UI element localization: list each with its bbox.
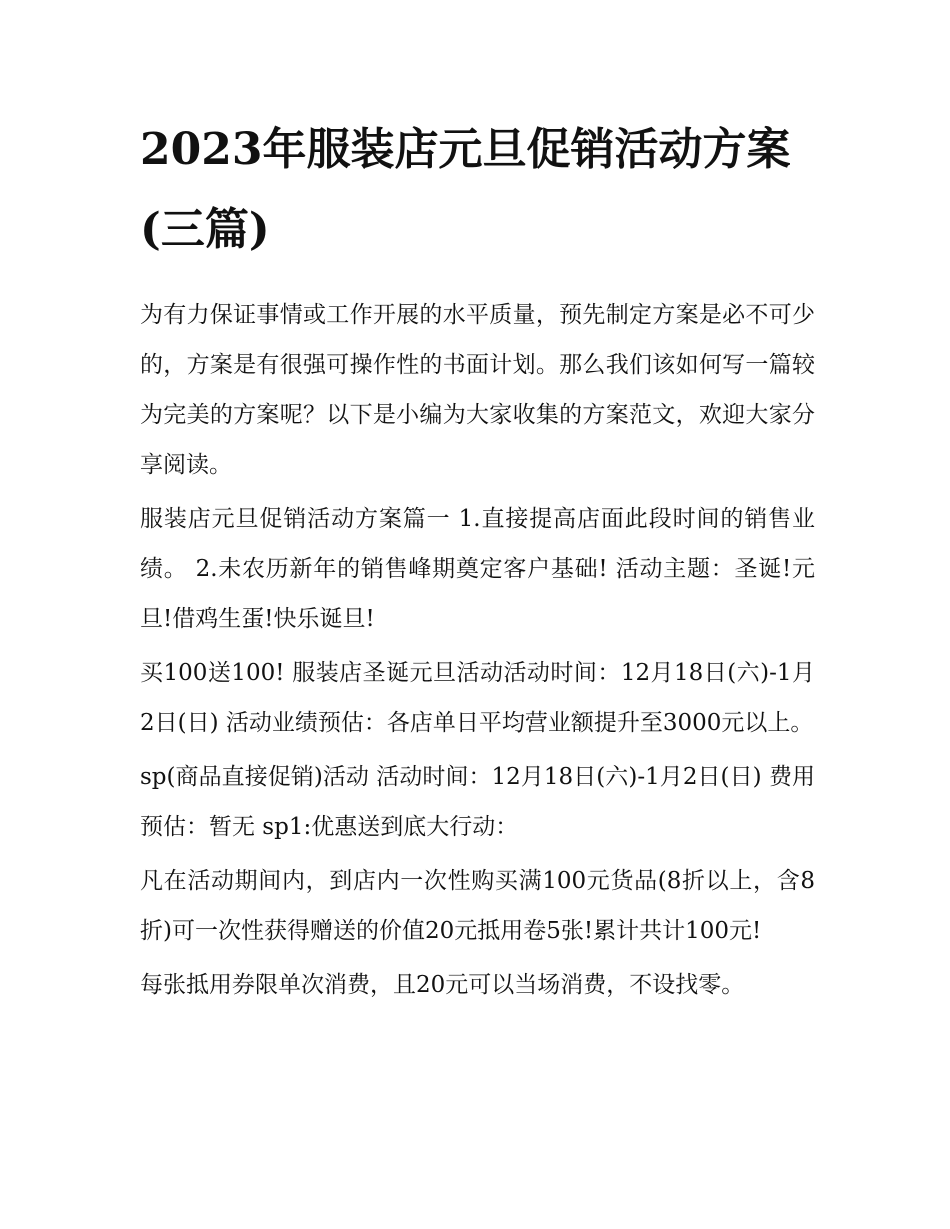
paragraph-plan-one-goals: 服装店元旦促销活动方案篇一 1.直接提高店面此段时间的销售业绩。 2.未农历新年的销售峰期奠定客户基础! 活动主题：圣诞!元旦!借鸡生蛋!快乐诞旦! <box>140 506 815 632</box>
document-title: 2023年服装店元旦促销活动方案(三篇) <box>140 124 791 255</box>
paragraph-voucher-rules: 每张抵用券限单次消费，且20元可以当场消费，不设找零。 <box>140 972 745 998</box>
paragraph-purchase-offer: 凡在活动期间内，到店内一次性购买满100元货品(8折以上，含8折)可一次性获得赠送的价值20元抵用卷5张!累计共计100元! <box>140 868 815 944</box>
document-page <box>140 110 815 1014</box>
paragraph-sp-activity: sp(商品直接促销)活动 活动时间：12月18日(六)-1月2日(日) 费用预估：暂无 sp1:优惠送到底大行动： <box>140 764 815 840</box>
paragraph-activity-time: 买100送100! 服装店圣诞元旦活动活动时间：12月18日(六)-1月2日(日) 活动业绩预估：各店单日平均营业额提升至3000元以上。 <box>140 660 815 736</box>
paragraph-intro: 为有力保证事情或工作开展的水平质量，预先制定方案是必不可少的，方案是有很强可操作性的书面计划。那么我们该如何写一篇较为完美的方案呢？以下是小编为大家收集的方案范文，欢迎大家分享阅读。 <box>140 302 815 478</box>
